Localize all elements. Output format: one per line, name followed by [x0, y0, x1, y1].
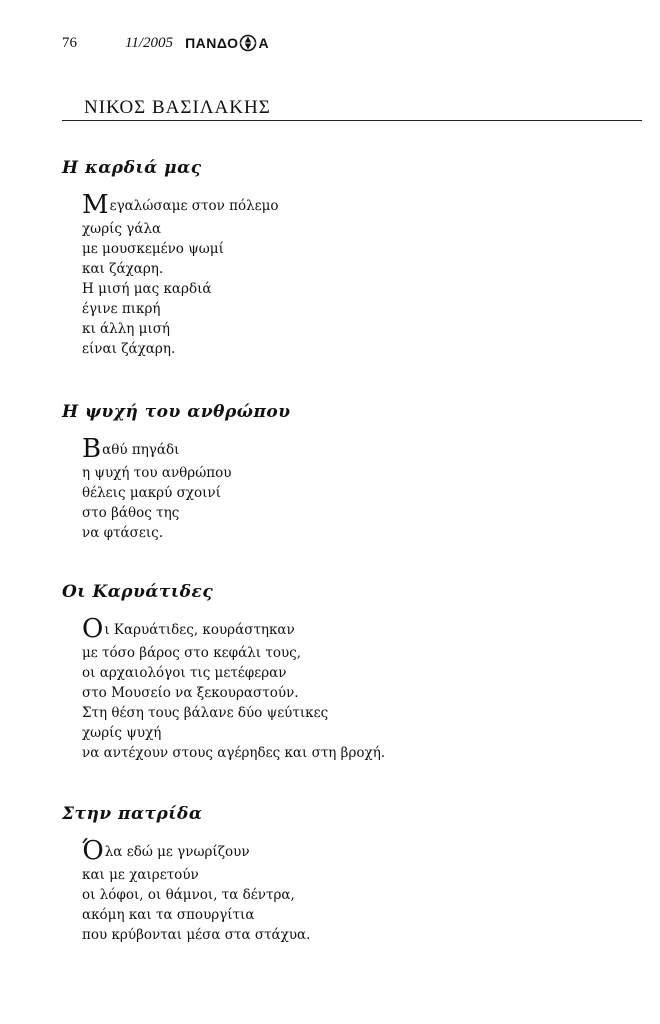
poem-line: στο βάθος της: [82, 505, 180, 521]
drop-initial: Μ: [82, 190, 109, 220]
poem-title: Οι Καρυάτιδες: [62, 582, 214, 602]
poem-line: χωρίς γάλα: [82, 221, 162, 237]
drop-initial: Ο: [82, 614, 104, 644]
poem-line: έγινε πικρή: [82, 301, 161, 317]
poem-line: [82, 436, 622, 463]
poem-title: Η καρδιά μας: [62, 158, 202, 178]
poem-line: που κρύβονται μέσα στα στάχυα.: [82, 927, 311, 943]
poem-line: η ψυχή του ανθρώπου: [82, 465, 232, 481]
poem-line: Η μισή μας καρδιά: [82, 281, 212, 297]
page-number: 76: [62, 34, 77, 51]
poem-body: [82, 616, 622, 763]
poem-line: κι άλλη μισή: [82, 321, 171, 337]
poem-line: είναι ζάχαρη.: [82, 341, 176, 357]
poem-line: με τόσο βάρος στο κεφάλι τους,: [82, 645, 302, 661]
poem: [62, 582, 622, 763]
issue-date: 11/2005: [125, 34, 174, 51]
poem-line: θέλεις μακρύ σχοινί: [82, 485, 221, 501]
first-line-text: λα εδώ με γνωρίζουν: [104, 844, 250, 860]
poem-line: [82, 838, 622, 865]
poem-title: Στην πατρίδα: [62, 804, 203, 824]
pandora-emblem-icon: [239, 34, 257, 52]
logo-text-right: Α: [258, 35, 270, 51]
poem-line: Στη θέση τους βάλανε δύο ψεύτικες: [82, 705, 329, 721]
poem-line: χωρίς ψυχή: [82, 725, 162, 741]
poem: [62, 402, 622, 543]
poem-body: [82, 838, 622, 945]
first-line-text: ι Καρυάτιδες, κουράστηκαν: [104, 622, 295, 638]
poem-line: οι λόφοι, οι θάμνοι, τα δέντρα,: [82, 887, 295, 903]
drop-initial: Β: [82, 434, 102, 464]
poem-body: [82, 436, 622, 543]
poem-line: [82, 192, 622, 219]
poem-line: και ζάχαρη.: [82, 261, 164, 277]
poem: [62, 158, 622, 359]
poem-line: [82, 616, 622, 643]
poem-line: να αντέχουν στους αγέρηδες και στη βροχή.: [82, 745, 386, 761]
poem: [62, 804, 622, 945]
poem-title: Η ψυχή του ανθρώπου: [62, 402, 291, 422]
first-line-text: αθύ πηγάδι: [102, 442, 180, 458]
poem-line: οι αρχαιολόγοι τις μετέφεραν: [82, 665, 287, 681]
poem-line: και με χαιρετούν: [82, 867, 199, 883]
header-divider: [62, 120, 642, 121]
poem-line: ακόμη και τα σπουργίτια: [82, 907, 255, 923]
poem-line: με μουσκεμένο ψωμί: [82, 241, 224, 257]
page-header: [62, 34, 269, 52]
drop-initial: Ό: [82, 836, 104, 866]
logo-text-left: ΠΑΝΔΟ: [185, 35, 239, 51]
poem-body: [82, 192, 622, 359]
magazine-logo: [185, 34, 269, 52]
author-name: ΝΙΚΟΣ ΒΑΣΙΛΑΚΗΣ: [84, 97, 271, 118]
first-line-text: εγαλώσαμε στον πόλεμο: [109, 198, 279, 214]
poem-line: στο Μουσείο να ξεκουραστούν.: [82, 685, 299, 701]
poem-line: να φτάσεις.: [82, 525, 164, 541]
